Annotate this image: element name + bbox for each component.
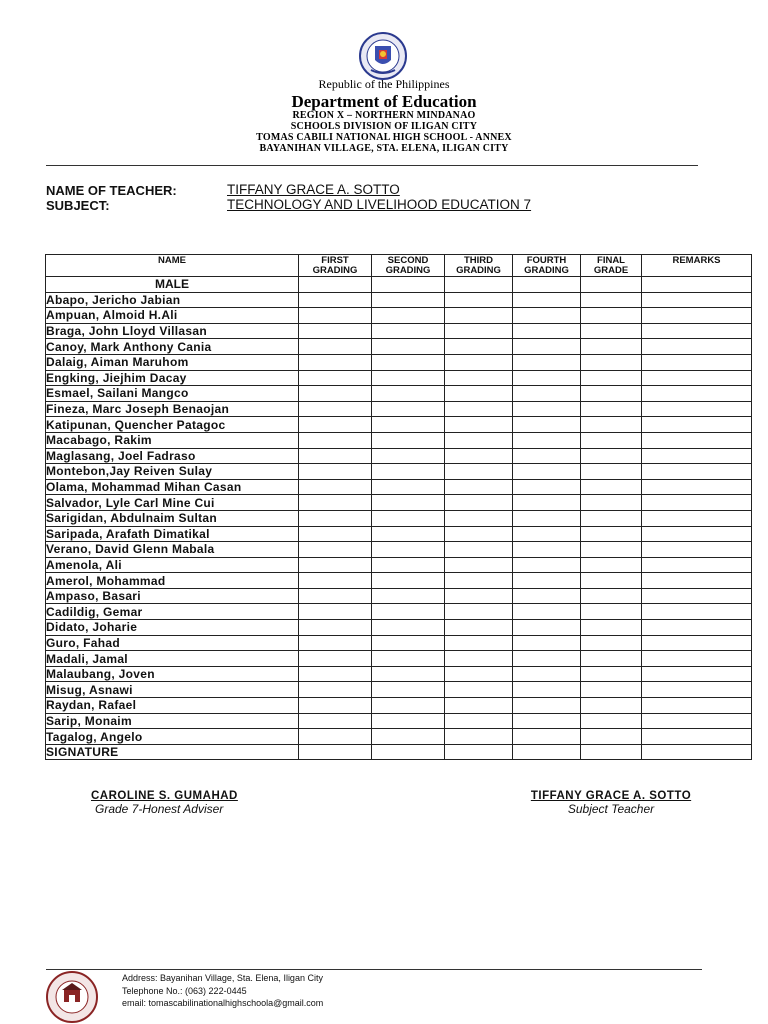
grade-cell[interactable] bbox=[299, 479, 372, 495]
grade-cell[interactable] bbox=[372, 510, 445, 526]
remarks-cell[interactable] bbox=[642, 526, 752, 542]
grade-cell[interactable] bbox=[372, 323, 445, 339]
grade-cell[interactable] bbox=[581, 588, 642, 604]
grade-cell[interactable] bbox=[372, 744, 445, 760]
grade-cell[interactable] bbox=[513, 308, 581, 324]
grade-cell[interactable] bbox=[581, 666, 642, 682]
remarks-cell[interactable] bbox=[642, 323, 752, 339]
grade-cell[interactable] bbox=[445, 510, 513, 526]
fourth-grading-header: FOURTH GRADING bbox=[513, 255, 581, 277]
grade-cell[interactable] bbox=[513, 292, 581, 308]
grade-cell[interactable] bbox=[372, 401, 445, 417]
student-name: Dalaig, Aiman Maruhom bbox=[46, 354, 299, 370]
grade-cell[interactable] bbox=[372, 713, 445, 729]
grade-cell[interactable] bbox=[372, 277, 445, 293]
grade-cell[interactable] bbox=[513, 651, 581, 667]
grade-cell[interactable] bbox=[372, 682, 445, 698]
grade-cell[interactable] bbox=[299, 666, 372, 682]
remarks-cell[interactable] bbox=[642, 651, 752, 667]
grade-cell[interactable] bbox=[445, 526, 513, 542]
grade-cell[interactable] bbox=[513, 604, 581, 620]
grade-cell[interactable] bbox=[372, 620, 445, 636]
student-row bbox=[46, 713, 752, 729]
grade-cell[interactable] bbox=[513, 510, 581, 526]
grade-cell[interactable] bbox=[445, 386, 513, 402]
student-row bbox=[46, 464, 752, 480]
student-name: Tagalog, Angelo bbox=[46, 729, 299, 745]
third-grading-header: THIRD GRADING bbox=[445, 255, 513, 277]
grade-cell[interactable] bbox=[299, 557, 372, 573]
student-name: Engking, Jiejhim Dacay bbox=[46, 370, 299, 386]
grade-cell[interactable] bbox=[445, 292, 513, 308]
grade-cell[interactable] bbox=[372, 666, 445, 682]
division-line: SCHOOLS DIVISION OF ILIGAN CITY bbox=[290, 121, 478, 132]
grade-cell[interactable] bbox=[445, 620, 513, 636]
grade-cell[interactable] bbox=[513, 323, 581, 339]
grade-cell[interactable] bbox=[581, 354, 642, 370]
grade-cell[interactable] bbox=[581, 729, 642, 745]
student-name: Ampuan, Almoid H.Ali bbox=[46, 308, 299, 324]
student-row bbox=[46, 417, 752, 433]
grade-cell[interactable] bbox=[581, 542, 642, 558]
student-name: Didato, Joharie bbox=[46, 620, 299, 636]
remarks-cell[interactable] bbox=[642, 620, 752, 636]
grade-cell[interactable] bbox=[445, 588, 513, 604]
grade-cell[interactable] bbox=[299, 713, 372, 729]
adviser-role: Grade 7-Honest Adviser bbox=[95, 802, 224, 816]
remarks-cell[interactable] bbox=[642, 432, 752, 448]
school-logo bbox=[45, 970, 99, 1024]
grade-cell[interactable] bbox=[513, 666, 581, 682]
grade-cell[interactable] bbox=[299, 277, 372, 293]
grade-cell[interactable] bbox=[581, 464, 642, 480]
student-row bbox=[46, 573, 752, 589]
grade-cell[interactable] bbox=[299, 292, 372, 308]
student-row bbox=[46, 604, 752, 620]
student-name: Katipunan, Quencher Patagoc bbox=[46, 417, 299, 433]
student-name: Canoy, Mark Anthony Cania bbox=[46, 339, 299, 355]
student-row bbox=[46, 651, 752, 667]
grade-cell[interactable] bbox=[513, 417, 581, 433]
grade-cell[interactable] bbox=[299, 635, 372, 651]
grade-cell[interactable] bbox=[513, 401, 581, 417]
student-row bbox=[46, 542, 752, 558]
grade-cell[interactable] bbox=[445, 604, 513, 620]
grade-cell[interactable] bbox=[513, 479, 581, 495]
remarks-cell[interactable] bbox=[642, 557, 752, 573]
grade-cell[interactable] bbox=[372, 479, 445, 495]
grade-cell[interactable] bbox=[513, 713, 581, 729]
student-name: Cadildig, Gemar bbox=[46, 604, 299, 620]
grade-cell[interactable] bbox=[445, 666, 513, 682]
grade-cell[interactable] bbox=[581, 651, 642, 667]
student-name: Amerol, Mohammad bbox=[46, 573, 299, 589]
student-name: Madali, Jamal bbox=[46, 651, 299, 667]
student-name: Sarigidan, Abdulnaim Sultan bbox=[46, 510, 299, 526]
remarks-cell[interactable] bbox=[642, 744, 752, 760]
name-column-header: NAME bbox=[46, 255, 299, 277]
remarks-cell[interactable] bbox=[642, 464, 752, 480]
footer-email[interactable]: email: tomascabilinationalhighschoola@gmail.com bbox=[122, 998, 324, 1008]
remarks-cell[interactable] bbox=[642, 713, 752, 729]
remarks-cell[interactable] bbox=[642, 588, 752, 604]
grade-cell[interactable] bbox=[513, 448, 581, 464]
grade-cell[interactable] bbox=[513, 542, 581, 558]
subject-value: TECHNOLOGY AND LIVELIHOOD EDUCATION 7 bbox=[227, 197, 532, 212]
signature-label: SIGNATURE bbox=[46, 744, 299, 760]
grade-cell[interactable] bbox=[581, 698, 642, 714]
grade-cell[interactable] bbox=[372, 292, 445, 308]
grade-cell[interactable] bbox=[513, 573, 581, 589]
student-name: Guro, Fahad bbox=[46, 635, 299, 651]
grade-cell[interactable] bbox=[513, 635, 581, 651]
student-name: Fineza, Marc Joseph Benaojan bbox=[46, 401, 299, 417]
student-row bbox=[46, 386, 752, 402]
grade-cell[interactable] bbox=[372, 432, 445, 448]
grade-cell[interactable] bbox=[372, 386, 445, 402]
student-row bbox=[46, 495, 752, 511]
grade-cell[interactable] bbox=[299, 588, 372, 604]
teacher-role: Subject Teacher bbox=[567, 802, 655, 816]
grade-cell[interactable] bbox=[299, 510, 372, 526]
student-name: Macabago, Rakim bbox=[46, 432, 299, 448]
student-name: Maglasang, Joel Fadraso bbox=[46, 448, 299, 464]
school-line: TOMAS CABILI NATIONAL HIGH SCHOOL - ANNEX bbox=[256, 132, 512, 143]
grade-cell[interactable] bbox=[299, 370, 372, 386]
remarks-cell[interactable] bbox=[642, 354, 752, 370]
student-name: Misug, Asnawi bbox=[46, 682, 299, 698]
adviser-name: CAROLINE S. GUMAHAD bbox=[91, 790, 238, 802]
grade-cell[interactable] bbox=[299, 573, 372, 589]
grade-cell[interactable] bbox=[372, 417, 445, 433]
grade-cell[interactable] bbox=[513, 464, 581, 480]
student-row bbox=[46, 401, 752, 417]
grade-cell[interactable] bbox=[299, 323, 372, 339]
grade-cell[interactable] bbox=[299, 401, 372, 417]
student-row bbox=[46, 370, 752, 386]
grade-cell[interactable] bbox=[299, 604, 372, 620]
grade-cell[interactable] bbox=[372, 651, 445, 667]
remarks-cell[interactable] bbox=[642, 635, 752, 651]
grade-cell[interactable] bbox=[445, 401, 513, 417]
grade-cell[interactable] bbox=[445, 573, 513, 589]
grade-cell[interactable] bbox=[372, 339, 445, 355]
student-row bbox=[46, 666, 752, 682]
final-grade-header: FINAL GRADE bbox=[581, 255, 642, 277]
grade-cell[interactable] bbox=[372, 604, 445, 620]
grade-cell[interactable] bbox=[513, 370, 581, 386]
grade-cell[interactable] bbox=[513, 277, 581, 293]
deped-seal-logo bbox=[351, 32, 415, 80]
remarks-cell[interactable] bbox=[642, 292, 752, 308]
grade-cell[interactable] bbox=[513, 386, 581, 402]
grade-cell[interactable] bbox=[581, 557, 642, 573]
grade-cell[interactable] bbox=[299, 744, 372, 760]
grade-cell[interactable] bbox=[581, 682, 642, 698]
grade-cell[interactable] bbox=[299, 526, 372, 542]
grade-cell[interactable] bbox=[513, 557, 581, 573]
grade-cell[interactable] bbox=[445, 354, 513, 370]
student-name: Ampaso, Basari bbox=[46, 588, 299, 604]
grade-cell[interactable] bbox=[513, 526, 581, 542]
remarks-cell[interactable] bbox=[642, 698, 752, 714]
remarks-cell[interactable] bbox=[642, 666, 752, 682]
male-group-row bbox=[46, 277, 752, 293]
grade-cell[interactable] bbox=[372, 573, 445, 589]
student-row bbox=[46, 308, 752, 324]
remarks-cell[interactable] bbox=[642, 448, 752, 464]
first-grading-header: FIRST GRADING bbox=[299, 255, 372, 277]
student-row bbox=[46, 479, 752, 495]
grade-cell[interactable] bbox=[445, 323, 513, 339]
grade-cell[interactable] bbox=[372, 635, 445, 651]
remarks-cell[interactable] bbox=[642, 573, 752, 589]
teacher-value: TIFFANY GRACE A. SOTTO bbox=[227, 182, 400, 197]
student-name: Saripada, Arafath Dimatikal bbox=[46, 526, 299, 542]
grade-cell[interactable] bbox=[445, 542, 513, 558]
grade-cell[interactable] bbox=[581, 479, 642, 495]
grade-cell[interactable] bbox=[445, 729, 513, 745]
grade-cell[interactable] bbox=[372, 557, 445, 573]
grade-cell[interactable] bbox=[299, 339, 372, 355]
grade-cell[interactable] bbox=[581, 620, 642, 636]
grade-cell[interactable] bbox=[581, 495, 642, 511]
student-row bbox=[46, 510, 752, 526]
grade-cell[interactable] bbox=[372, 464, 445, 480]
grade-cell[interactable] bbox=[581, 386, 642, 402]
grade-cell[interactable] bbox=[372, 542, 445, 558]
grade-cell[interactable] bbox=[513, 620, 581, 636]
department-heading: Department of Education bbox=[291, 92, 477, 111]
grade-cell[interactable] bbox=[299, 729, 372, 745]
grade-cell[interactable] bbox=[513, 682, 581, 698]
student-name: Montebon,Jay Reiven Sulay bbox=[46, 464, 299, 480]
grade-cell[interactable] bbox=[581, 432, 642, 448]
student-name: Olama, Mohammad Mihan Casan bbox=[46, 479, 299, 495]
teacher-signatory bbox=[520, 790, 702, 816]
grade-cell[interactable] bbox=[372, 526, 445, 542]
footer-telephone: Telephone No.: (063) 222-0445 bbox=[122, 986, 247, 996]
grade-cell[interactable] bbox=[513, 744, 581, 760]
grade-cell[interactable] bbox=[445, 651, 513, 667]
student-row bbox=[46, 354, 752, 370]
student-name: Malaubang, Joven bbox=[46, 666, 299, 682]
grade-cell[interactable] bbox=[581, 339, 642, 355]
grades-table bbox=[45, 254, 752, 760]
teacher-label: NAME OF TEACHER: bbox=[46, 183, 177, 198]
grade-cell[interactable] bbox=[581, 510, 642, 526]
student-name: Esmael, Sailani Mangco bbox=[46, 386, 299, 402]
grade-cell[interactable] bbox=[581, 323, 642, 339]
grade-cell[interactable] bbox=[581, 277, 642, 293]
footer-address: Address: Bayanihan Village, Sta. Elena, Iligan City bbox=[122, 973, 323, 983]
remarks-cell[interactable] bbox=[642, 479, 752, 495]
grade-cell[interactable] bbox=[513, 354, 581, 370]
student-row bbox=[46, 620, 752, 636]
student-name: Salvador, Lyle Carl Mine Cui bbox=[46, 495, 299, 511]
grade-cell[interactable] bbox=[445, 417, 513, 433]
grade-cell[interactable] bbox=[445, 698, 513, 714]
grade-cell[interactable] bbox=[445, 308, 513, 324]
student-row bbox=[46, 682, 752, 698]
grade-cell[interactable] bbox=[299, 308, 372, 324]
remarks-cell[interactable] bbox=[642, 729, 752, 745]
grade-cell[interactable] bbox=[513, 339, 581, 355]
student-name: Braga, John Lloyd Villasan bbox=[46, 323, 299, 339]
student-row bbox=[46, 557, 752, 573]
male-group-label: MALE bbox=[46, 277, 299, 293]
grade-cell[interactable] bbox=[581, 370, 642, 386]
grade-cell[interactable] bbox=[299, 542, 372, 558]
grade-cell[interactable] bbox=[372, 588, 445, 604]
remarks-cell[interactable] bbox=[642, 277, 752, 293]
grade-cell[interactable] bbox=[372, 354, 445, 370]
grade-cell[interactable] bbox=[372, 698, 445, 714]
remarks-cell[interactable] bbox=[642, 417, 752, 433]
grade-cell[interactable] bbox=[445, 448, 513, 464]
student-name: Sarip, Monaim bbox=[46, 713, 299, 729]
grade-cell[interactable] bbox=[445, 635, 513, 651]
grade-cell[interactable] bbox=[299, 386, 372, 402]
grade-cell[interactable] bbox=[581, 604, 642, 620]
grade-cell[interactable] bbox=[372, 729, 445, 745]
grade-cell[interactable] bbox=[445, 713, 513, 729]
remarks-cell[interactable] bbox=[642, 401, 752, 417]
student-row bbox=[46, 588, 752, 604]
grade-cell[interactable] bbox=[372, 308, 445, 324]
student-row bbox=[46, 526, 752, 542]
grade-cell[interactable] bbox=[445, 682, 513, 698]
student-row bbox=[46, 448, 752, 464]
remarks-cell[interactable] bbox=[642, 495, 752, 511]
grade-cell[interactable] bbox=[581, 744, 642, 760]
grade-cell[interactable] bbox=[581, 308, 642, 324]
grade-cell[interactable] bbox=[299, 432, 372, 448]
grade-cell[interactable] bbox=[299, 464, 372, 480]
address-line: BAYANIHAN VILLAGE, STA. ELENA, ILIGAN CITY bbox=[259, 143, 509, 154]
remarks-cell[interactable] bbox=[642, 510, 752, 526]
student-row bbox=[46, 339, 752, 355]
signatory-teacher-name: TIFFANY GRACE A. SOTTO bbox=[530, 790, 692, 802]
remarks-cell[interactable] bbox=[642, 386, 752, 402]
remarks-header: REMARKS bbox=[642, 255, 752, 277]
grade-cell[interactable] bbox=[445, 370, 513, 386]
student-name: Abapo, Jericho Jabian bbox=[46, 292, 299, 308]
grade-cell[interactable] bbox=[445, 277, 513, 293]
grade-cell[interactable] bbox=[445, 432, 513, 448]
grade-cell[interactable] bbox=[299, 620, 372, 636]
subject-label: SUBJECT: bbox=[46, 198, 110, 213]
student-name: Verano, David Glenn Mabala bbox=[46, 542, 299, 558]
grade-cell[interactable] bbox=[445, 495, 513, 511]
grade-cell[interactable] bbox=[299, 651, 372, 667]
grade-cell[interactable] bbox=[445, 557, 513, 573]
remarks-cell[interactable] bbox=[642, 370, 752, 386]
grade-cell[interactable] bbox=[513, 588, 581, 604]
student-row bbox=[46, 323, 752, 339]
grade-cell[interactable] bbox=[445, 464, 513, 480]
grade-cell[interactable] bbox=[581, 417, 642, 433]
grade-cell[interactable] bbox=[372, 448, 445, 464]
header-divider bbox=[46, 165, 698, 166]
grade-cell[interactable] bbox=[513, 729, 581, 745]
grade-cell[interactable] bbox=[581, 401, 642, 417]
grade-cell[interactable] bbox=[513, 495, 581, 511]
student-row bbox=[46, 729, 752, 745]
student-name: Amenola, Ali bbox=[46, 557, 299, 573]
grade-cell[interactable] bbox=[372, 495, 445, 511]
student-name: Raydan, Rafael bbox=[46, 698, 299, 714]
republic-heading: Republic of the Philippines bbox=[318, 77, 450, 91]
grade-cell[interactable] bbox=[445, 479, 513, 495]
grade-cell[interactable] bbox=[299, 698, 372, 714]
grade-cell[interactable] bbox=[299, 448, 372, 464]
grade-cell[interactable] bbox=[581, 713, 642, 729]
grade-cell[interactable] bbox=[581, 448, 642, 464]
grade-cell[interactable] bbox=[513, 698, 581, 714]
grade-cell[interactable] bbox=[581, 573, 642, 589]
table-header-row bbox=[46, 255, 752, 277]
remarks-cell[interactable] bbox=[642, 682, 752, 698]
signature-row bbox=[46, 744, 752, 760]
grade-cell[interactable] bbox=[299, 682, 372, 698]
grade-cell[interactable] bbox=[445, 744, 513, 760]
grade-cell[interactable] bbox=[299, 354, 372, 370]
remarks-cell[interactable] bbox=[642, 339, 752, 355]
adviser-signatory bbox=[91, 790, 238, 816]
grade-cell[interactable] bbox=[299, 417, 372, 433]
remarks-cell[interactable] bbox=[642, 604, 752, 620]
grade-cell[interactable] bbox=[581, 526, 642, 542]
student-row bbox=[46, 635, 752, 651]
grade-cell[interactable] bbox=[372, 370, 445, 386]
remarks-cell[interactable] bbox=[642, 542, 752, 558]
second-grading-header: SECOND GRADING bbox=[372, 255, 445, 277]
remarks-cell[interactable] bbox=[642, 308, 752, 324]
footer-divider bbox=[46, 969, 702, 970]
student-row bbox=[46, 432, 752, 448]
grade-cell[interactable] bbox=[299, 495, 372, 511]
grade-cell[interactable] bbox=[581, 635, 642, 651]
student-row bbox=[46, 698, 752, 714]
grade-cell[interactable] bbox=[581, 292, 642, 308]
grade-cell[interactable] bbox=[445, 339, 513, 355]
region-line: REGION X – NORTHERN MINDANAO bbox=[292, 110, 476, 121]
student-row bbox=[46, 292, 752, 308]
grade-cell[interactable] bbox=[513, 432, 581, 448]
